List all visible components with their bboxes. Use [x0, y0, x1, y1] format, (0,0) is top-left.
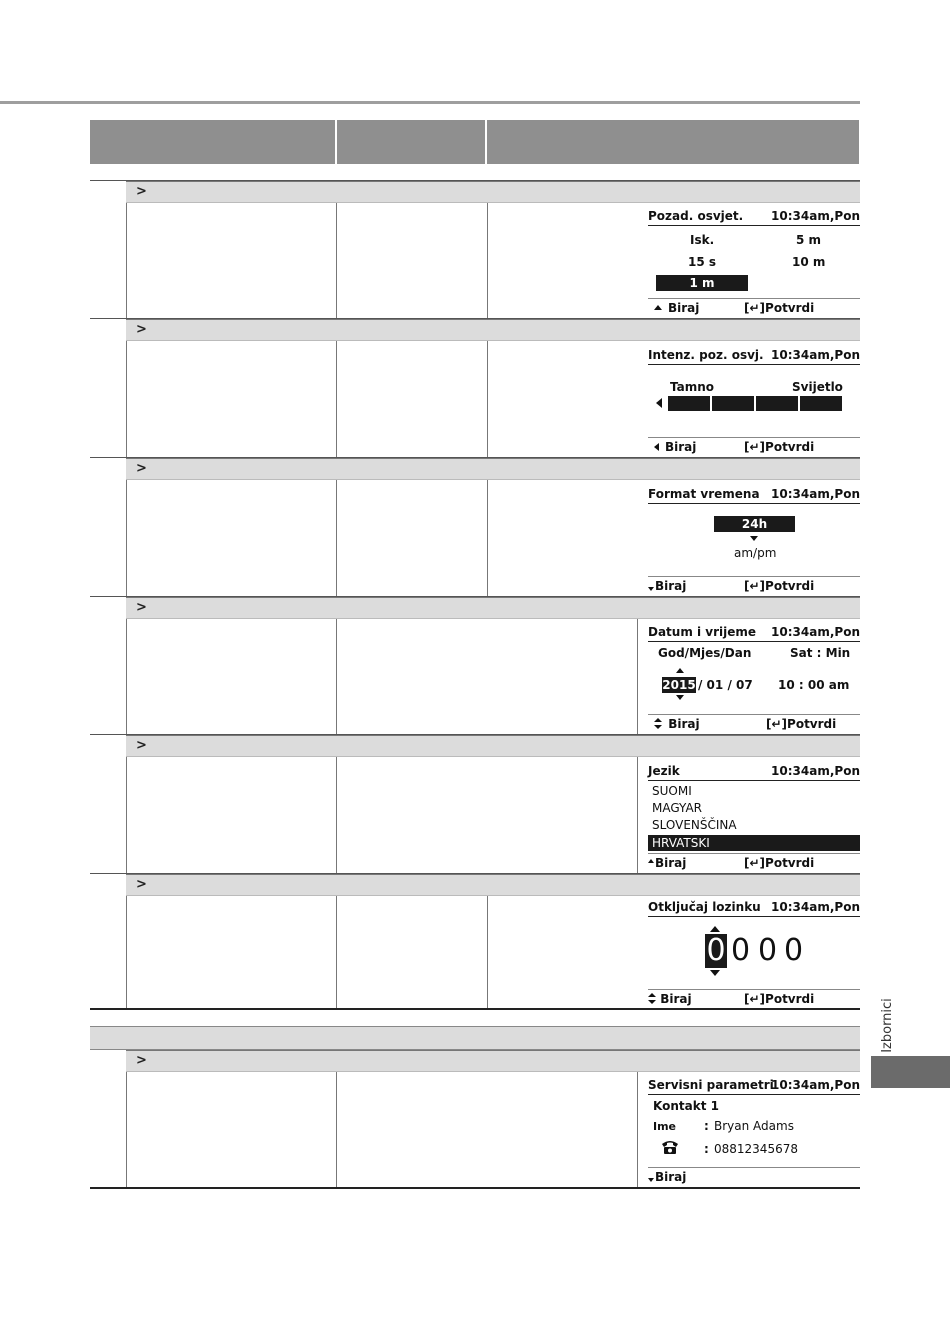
- col-divider: [637, 1072, 638, 1188]
- screen-footer: [648, 576, 860, 594]
- screen-title-bar: [648, 347, 860, 365]
- screen-title: Servisni parametri: [648, 1078, 774, 1092]
- screen-title: Intenz. poz. osvj.: [648, 348, 764, 362]
- footer-confirm-label: [↵]Potvrdi: [744, 301, 815, 315]
- up-arrow-icon[interactable]: [710, 926, 720, 932]
- col-divider: [126, 203, 127, 318]
- language-item[interactable]: SUOMI: [652, 784, 692, 798]
- footer-select-label: Biraj: [665, 440, 697, 454]
- footer-select-label: Biraj: [660, 992, 692, 1006]
- screen-footer: [648, 437, 860, 455]
- col-divider: [126, 1072, 127, 1188]
- up-down-arrow-icon: [654, 718, 664, 730]
- time-format-label: Sat : Min: [790, 646, 851, 660]
- phone-icon: [660, 1139, 680, 1155]
- option-off[interactable]: Isk.: [690, 233, 715, 247]
- top-rule: [0, 101, 860, 104]
- footer-confirm-label: [↵]Potvrdi: [744, 992, 815, 1006]
- col-divider: [336, 619, 337, 734]
- intensity-screen: [648, 347, 860, 457]
- chevron-right-icon: >: [136, 738, 147, 753]
- password-digit-selected[interactable]: 0: [706, 933, 726, 968]
- footer-confirm-label: [↵]Potvrdi: [744, 440, 815, 454]
- phone-value: 08812345678: [714, 1142, 798, 1156]
- col-divider: [336, 480, 337, 596]
- password-digit[interactable]: 0: [731, 933, 751, 968]
- screen-title: Pozad. osvjet.: [648, 209, 744, 223]
- table-bottom-rule: [90, 1187, 860, 1189]
- table-header-col-2: [337, 120, 485, 164]
- col-divider: [487, 896, 488, 1009]
- option-5m[interactable]: 5 m: [796, 233, 822, 247]
- screen-title: Datum i vrijeme: [648, 625, 757, 639]
- row-subheader: [126, 735, 860, 757]
- down-arrow-icon[interactable]: [676, 695, 684, 700]
- footer-select-label: Biraj: [668, 301, 700, 315]
- level-segment: [800, 396, 842, 411]
- col-divider: [487, 203, 488, 318]
- chevron-right-icon: >: [136, 877, 147, 892]
- footer-confirm-label: [↵]Potvrdi: [744, 856, 815, 870]
- col-divider: [126, 341, 127, 457]
- password-digit[interactable]: 0: [784, 933, 804, 968]
- screen-footer: [648, 1167, 860, 1185]
- screen-clock: 10:34am,Pon: [771, 900, 860, 914]
- table-header-col-1: [90, 120, 335, 164]
- chevron-right-icon: >: [136, 322, 147, 337]
- date-format-label: God/Mjes/Dan: [658, 646, 752, 660]
- screen-footer: [648, 298, 860, 316]
- col-divider: [336, 757, 337, 873]
- down-arrow-icon[interactable]: [710, 970, 720, 976]
- footer-select-label: Biraj: [668, 717, 700, 731]
- row-subheader: [126, 181, 860, 203]
- col-divider: [336, 341, 337, 457]
- screen-title: Jezik: [648, 764, 680, 778]
- language-item[interactable]: MAGYAR: [652, 801, 702, 815]
- col-divider: [637, 619, 638, 734]
- footer-select-label: Biraj: [655, 579, 687, 593]
- service-screen: [648, 1077, 860, 1187]
- screen-title-bar: [648, 624, 860, 642]
- up-arrow-icon[interactable]: [676, 668, 684, 673]
- level-segment: [668, 396, 710, 411]
- col-divider: [126, 619, 127, 734]
- col-divider: [336, 203, 337, 318]
- format-ampm-option[interactable]: am/pm: [734, 546, 777, 560]
- screen-clock: 10:34am,Pon: [771, 764, 860, 778]
- screen-title-bar: [648, 1077, 860, 1095]
- footer-select-label: Biraj: [655, 1170, 687, 1184]
- footer-confirm-label: [↵]Potvrdi: [744, 579, 815, 593]
- footer-confirm-label: [↵]Potvrdi: [766, 717, 837, 731]
- chevron-right-icon: >: [136, 184, 147, 199]
- bright-label: Svijetlo: [792, 380, 843, 394]
- language-screen: [648, 763, 860, 873]
- up-down-arrow-icon: [648, 993, 656, 1005]
- option-15s[interactable]: 15 s: [688, 255, 717, 269]
- screen-footer: [648, 714, 860, 732]
- down-arrow-icon: [750, 536, 758, 541]
- chevron-right-icon: >: [136, 600, 147, 615]
- contact-label: Kontakt 1: [653, 1099, 719, 1113]
- row-subheader: [126, 1050, 860, 1072]
- footer-select-label: Biraj: [655, 856, 687, 870]
- screen-title: Otključaj lozinku: [648, 900, 761, 914]
- col-divider: [487, 480, 488, 596]
- down-arrow-icon: [648, 1178, 654, 1182]
- language-item-selected[interactable]: HRVATSKI: [648, 835, 860, 851]
- level-segment: [712, 396, 754, 411]
- screen-title-bar: [648, 208, 860, 226]
- left-arrow-icon: [654, 443, 659, 451]
- section-band: [90, 1026, 860, 1050]
- col-divider: [126, 480, 127, 596]
- language-item[interactable]: SLOVENŠČINA: [652, 818, 737, 832]
- backlight-screen: [648, 208, 860, 318]
- intensity-level-bar[interactable]: [668, 396, 843, 411]
- col-divider: [126, 896, 127, 1009]
- dark-label: Tamno: [670, 380, 715, 394]
- screen-title-bar: [648, 486, 860, 504]
- colon: :: [704, 1142, 709, 1156]
- name-value: Bryan Adams: [714, 1119, 794, 1133]
- month-day-field[interactable]: / 01 / 07: [698, 678, 753, 692]
- time-format-screen: [648, 486, 860, 596]
- screen-title-bar: [648, 899, 860, 917]
- level-segment: [756, 396, 798, 411]
- clock-field[interactable]: 10 : 00 am: [778, 678, 850, 692]
- name-label: Ime: [653, 1120, 677, 1133]
- password-screen: [648, 899, 860, 1009]
- colon: :: [704, 1119, 709, 1133]
- down-arrow-icon: [648, 587, 654, 591]
- screen-title-bar: [648, 763, 860, 781]
- password-digit[interactable]: 0: [758, 933, 778, 968]
- col-divider: [637, 757, 638, 873]
- up-arrow-icon: [648, 859, 654, 863]
- row-subheader: [126, 319, 860, 341]
- screen-footer: [648, 989, 860, 1007]
- table-bottom-rule: [90, 1008, 860, 1010]
- table-header-col-3: [487, 120, 859, 164]
- chevron-right-icon: >: [136, 1053, 147, 1068]
- screen-footer: [648, 853, 860, 871]
- up-arrow-icon: [654, 305, 662, 310]
- screen-title: Format vremena: [648, 487, 760, 501]
- row-subheader: [126, 458, 860, 480]
- screen-clock: 10:34am,Pon: [771, 348, 860, 362]
- row-subheader: [126, 874, 860, 896]
- col-divider: [336, 896, 337, 1009]
- side-tab[interactable]: [871, 1056, 950, 1088]
- screen-clock: 10:34am,Pon: [771, 487, 860, 501]
- date-time-screen: [648, 624, 860, 734]
- col-divider: [487, 341, 488, 457]
- side-tab-label: Izbornici: [879, 998, 895, 1053]
- chevron-right-icon: >: [136, 461, 147, 476]
- col-divider: [336, 1072, 337, 1188]
- year-field-selected[interactable]: 2015: [662, 678, 696, 692]
- screen-clock: 10:34am,Pon: [771, 1078, 860, 1092]
- col-divider: [126, 757, 127, 873]
- option-10m[interactable]: 10 m: [792, 255, 826, 269]
- screen-clock: 10:34am,Pon: [771, 625, 860, 639]
- left-arrow-icon[interactable]: [656, 398, 662, 408]
- format-24h-selected[interactable]: 24h: [714, 516, 795, 532]
- row-subheader: [126, 597, 860, 619]
- screen-clock: 10:34am,Pon: [771, 209, 860, 223]
- option-1m-selected[interactable]: 1 m: [656, 275, 748, 291]
